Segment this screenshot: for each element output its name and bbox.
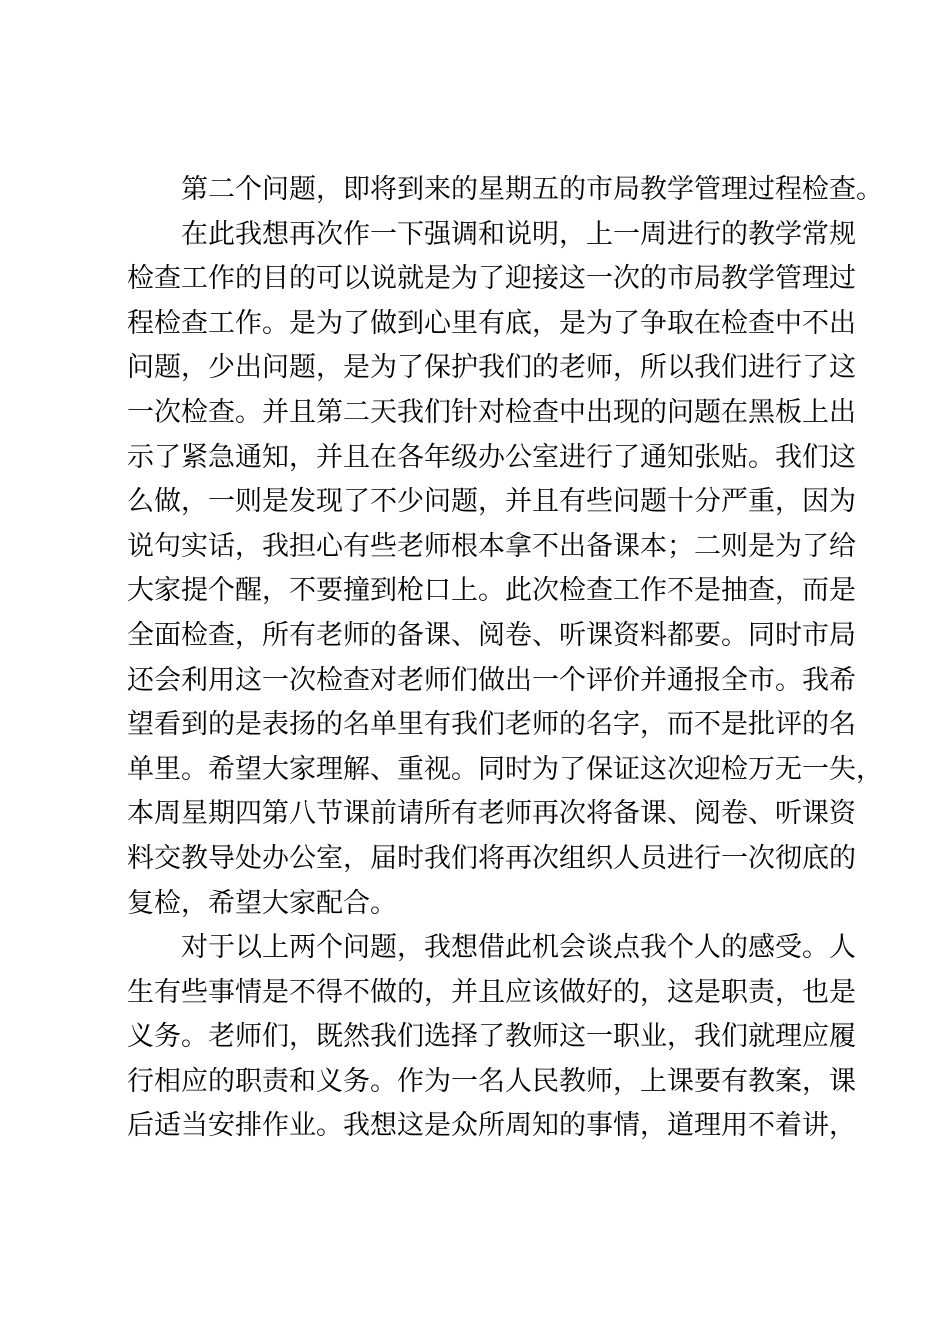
text-line: 生有些事情是不得不做的，并且应该做好的，这是职责，也是 [127,976,856,1008]
text-line: 大家提个醒，不要撞到枪口上。此次检查工作不是抽查，而是 [127,575,856,607]
document-body [127,168,883,1149]
text-line: 程检查工作。是为了做到心里有底，是为了争取在检查中不出 [127,307,856,339]
text-line: 本周星期四第八节课前请所有老师再次将备课、阅卷、听课资 [127,798,856,830]
text-line: 在此我想再次作一下强调和说明，上一周进行的教学常规 [181,218,856,250]
text-line: 义务。老师们，既然我们选择了教师这一职业，我们就理应履 [127,1021,856,1053]
text-line: 问题，少出问题，是为了保护我们的老师，所以我们进行了这 [127,352,856,384]
text-line: 一次检查。并且第二天我们针对检查中出现的问题在黑板上出 [127,396,856,428]
text-line: 还会利用这一次检查对老师们做出一个评价并通报全市。我希 [127,664,856,696]
paragraph-2 [127,213,883,927]
text-line: 么做，一则是发现了不少问题，并且有些问题十分严重，因为 [127,486,856,518]
text-line: 单里。希望大家理解、重视。同时为了保证这次迎检万无一失， [127,753,883,785]
text-line: 望看到的是表扬的名单里有我们老师的名字，而不是批评的名 [127,709,856,741]
text-line: 料交教导处办公室，届时我们将再次组织人员进行一次彻底的 [127,842,856,874]
paragraph-1 [127,168,883,213]
text-line: 后适当安排作业。我想这是众所周知的事情，道理用不着讲， [127,1110,856,1142]
text-line: 示了紧急通知，并且在各年级办公室进行了通知张贴。我们这 [127,441,856,473]
text-line: 第二个问题，即将到来的星期五的市局教学管理过程检查。 [181,174,883,205]
text-line: 说句实话，我担心有些老师根本拿不出备课本；二则是为了给 [127,530,856,562]
text-line: 检查工作的目的可以说就是为了迎接这一次的市局教学管理过 [127,263,856,295]
paragraph-3 [127,926,856,1149]
text-line: 全面检查，所有老师的备课、阅卷、听课资料都要。同时市局 [127,619,856,651]
text-line: 行相应的职责和义务。作为一名人民教师，上课要有教案，课 [127,1065,856,1097]
text-line: 复检，希望大家配合。 [127,887,397,919]
text-line: 对于以上两个问题，我想借此机会谈点我个人的感受。人 [181,932,856,964]
